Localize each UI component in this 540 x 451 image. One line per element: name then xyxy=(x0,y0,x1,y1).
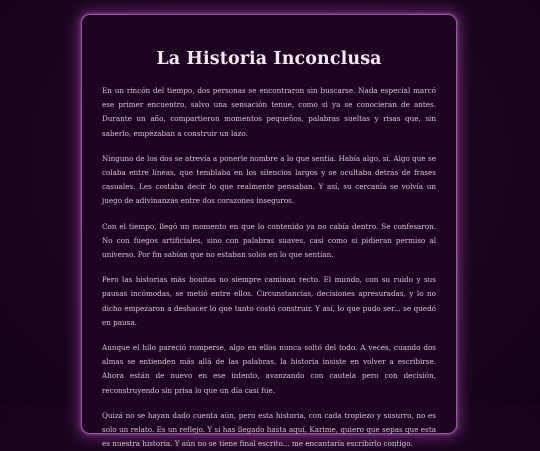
story-paragraph-3: Con el tiempo, llegó un momento en que lo contenido ya no cabía dentro. Se confesaron. No con fuegos artificiales, sino con palabras suaves, casi como si pidieran permiso al universo. Por fin sabían que no estaban solos en lo que sentían. xyxy=(102,221,436,260)
story-paragraph-1: En un rincón del tiempo, dos personas se encontraron sin buscarse. Nada especial marcó ese primer encuentro, salvo una sensación tenue, como si ya se conocieran de antes. Durante un año, compartieron momentos pequeños, palabras sueltas y risas que, sin saberlo, empezaban a construir un lazo. xyxy=(102,86,436,138)
story-paragraph-6: Quizá no se hayan dado cuenta aún, pero esta historia, con cada tropiezo y susurro, no es solo un relato. Es un reflejo. Y si has llegado hasta aquí, Karime, quiero que sepas que esta es nuestra historia. Y aún no se tiene final escrito... me encantaría escribirlo contigo. xyxy=(102,410,436,449)
page-title: La Historia Inconclusa xyxy=(156,49,382,69)
story-paragraph-2: Ninguno de los dos se atrevía a ponerle nombre a lo que sentía. Había algo, sí. Algo que se colaba entre líneas, que temblaba en los silencios largos y se ocultaba detrás de frases casuales. Les costaba decir lo que realmente pensaban. Y así, su cercanía se volvía un juego de adivinanzas entre dos corazones inseguros. xyxy=(102,153,436,206)
story-paragraph-5: Aunque el hilo pareció romperse, algo en ellos nunca soltó del todo. A veces, cuando dos almas se entienden más allá de las palabras, la historia insiste en volver a escribirse. Ahora están de nuevo en ese intento, avanzando con cautela pero con decisión, reconstruyendo sin prisa lo que un día casi fue. xyxy=(102,343,436,395)
story-paragraph-4: Pero las historias más bonitas no siempre caminan recto. El mundo, con su ruido y sus pausas incómodas, se metió entre ellos. Circunstancias, decisiones apresuradas, y lo no dicho empezaron a deshacer lo que tanto costó construir. Y así, lo que pudo ser... se quedó en pausa. xyxy=(102,275,436,327)
story-card xyxy=(81,14,457,449)
